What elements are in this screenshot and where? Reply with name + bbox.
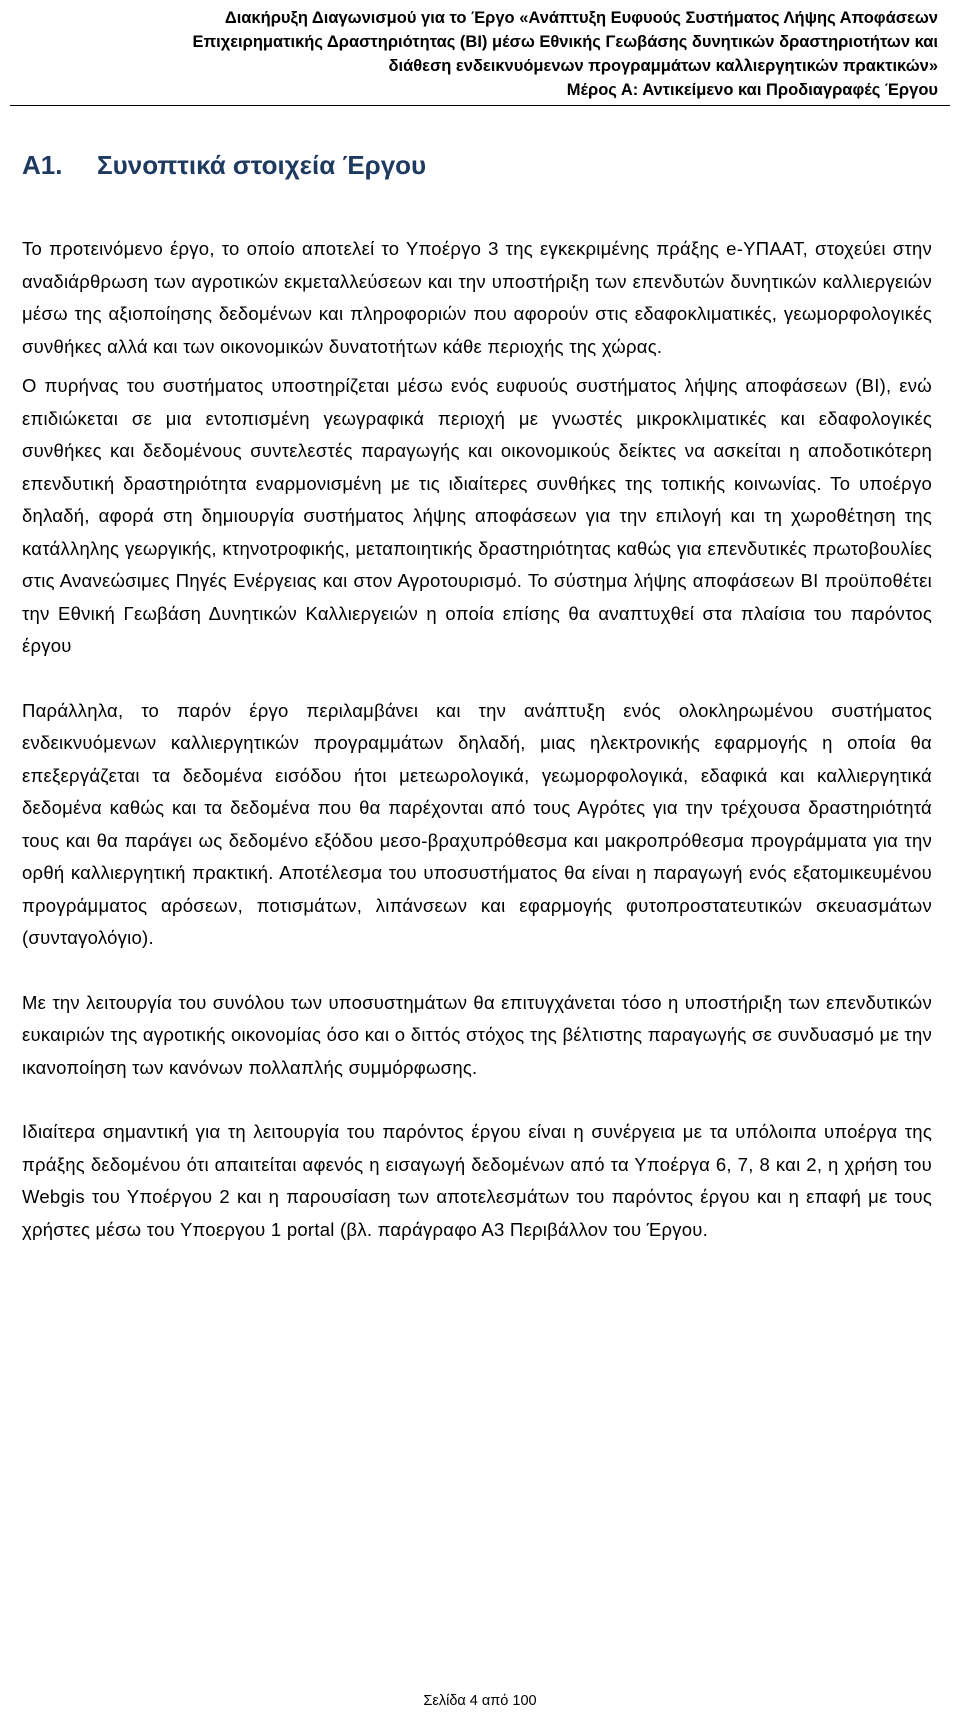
header-title-line-1: Διακήρυξη Διαγωνισμού για το Έργο «Ανάπτυξη Ευφυούς Συστήματος Λήψης Αποφάσεων	[224, 9, 938, 27]
paragraph: Το προτεινόμενο έργο, το οποίο αποτελεί το Υποέργο 3 της εγκεκριμένης πράξης e-ΥΠΑΑΤ, στοχεύει στην αναδιάρθρωση των αγροτικών εκμεταλλεύσεων και την υποστήριξη των επενδυτών δυνητικών καλλιεργειών μέσω της αξιοποίησης δεδομένων και πληροφοριών που αφορούν στις εδαφοκλιματικές, γεωμορφολογικές συνθήκες αλλά και των οικονομικών δυνατοτήτων κάθε περιοχής της χώρας.	[22, 238, 932, 357]
paragraph: Ο πυρήνας του συστήματος υποστηρίζεται μέσω ενός ευφυούς συστήματος λήψης αποφάσεων (BI), ενώ επιδιώκεται σε μια εντοπισμένη γεωγραφικά περιοχή με γνωστές μικροκλιματικές και εδαφολογικές συνθήκες και δεδομένους συντελεστές παραγωγής και οικονομικούς δείκτες να ασκείται η αποδοτικότερη επενδυτική δραστηριότητα εναρμονισμένη με τις ιδιαίτερες συνθήκες της τοπικής κοινωνίας. Το υποέργο δηλαδή, αφορά στη δημιουργία συστήματος λήψης αποφάσεων για την επιλογή και τη χωροθέτηση της κατάλληλης γεωργικής, κτηνοτροφικής, μεταποιητικής δραστηριότητας καθώς για επενδυτικές πρωτοβουλίες στις Ανανεώσιμες Πηγές Ενέργειας και στον Αγροτουρισμό. Το σύστημα λήψης αποφάσεων BI προϋποθέτει την Εθνική Γεωβάση Δυνητικών Καλλιεργειών η οποία επίσης θα αναπτυχθεί στα πλαίσια του παρόντος έργου	[22, 375, 932, 656]
header-part-label: Μέρος Α: Αντικείμενο και Προδιαγραφές Έργου	[566, 81, 938, 99]
header-title-line-2: Επιχειρηματικής Δραστηριότητας (BI) μέσω Εθνικής Γεωβάσης δυνητικών δραστηριοτήτων και	[192, 33, 938, 51]
paragraph: Ιδιαίτερα σημαντική για τη λειτουργία του παρόντος έργου είναι η συνέργεια με τα υπόλοιπα υποέργα της πράξης δεδομένου ότι απαιτείται αφενός η εισαγωγή δεδομένων από τα Υποέργα 6, 7, 8 και 2, η χρήση του Webgis του Υποέργου 2 και η παρουσίαση των αποτελεσμάτων του παρόντος έργου και η επαφή με τους χρήστες μέσω του Υποεργου 1 portal (βλ. παράγραφο Α3 Περιβάλλον του Έργου.	[22, 1121, 932, 1240]
section-title: Συνοπτικά στοιχεία Έργου	[97, 150, 427, 180]
document-header	[10, 6, 938, 102]
page-number: Σελίδα 4 από 100	[423, 1693, 537, 1709]
header-title-line-3: διάθεση ενδεικνυόμενων προγραμμάτων καλλιεργητικών πρακτικών»	[388, 57, 938, 75]
section-number: Α1.	[22, 150, 63, 180]
paragraph: Με την λειτουργία του συνόλου των υποσυστημάτων θα επιτυγχάνεται τόσο η υποστήριξη των επενδυτικών ευκαιριών της αγροτικής οικονομίας όσο και ο διττός στόχος της βέλτιστης παραγωγής σε συνδυασμό με την ικανοποίηση των κανόνων πολλαπλής συμμόρφωσης.	[22, 991, 932, 1078]
document-body	[22, 233, 932, 1278]
header-divider	[10, 105, 950, 106]
paragraph: Παράλληλα, το παρόν έργο περιλαμβάνει και την ανάπτυξη ενός ολοκληρωμένου συστήματος ενδεικνυόμενων καλλιεργητικών προγραμμάτων δηλαδή, μιας ηλεκτρονικής εφαρμογής η οποία θα επεξεργάζεται τα δεδομένα εισόδου ήτοι μετεωρολογικά, γεωμορφολογικά, εδαφικά και καλλιεργητικά δεδομένα καθώς και τα δεδομένα που θα παρέχονται από τους Αγρότες για την τρέχουσα δραστηριότητά τους και θα παράγει ως δεδομένο εξόδου μεσο-βραχυπρόθεσμα και μακροπρόθεσμα προγράμματα για την ορθή καλλιεργητική πρακτική. Αποτέλεσμα του υποσυστήματος θα είναι η παραγωγή ενός εξατομικευμένου προγράμματος αρόσεων, ποτισμάτων, λιπάνσεων και εφαρμογής φυτοπροστατευτικών σκευασμάτων (συνταγολόγιο).	[22, 699, 932, 948]
section-heading	[22, 148, 426, 182]
